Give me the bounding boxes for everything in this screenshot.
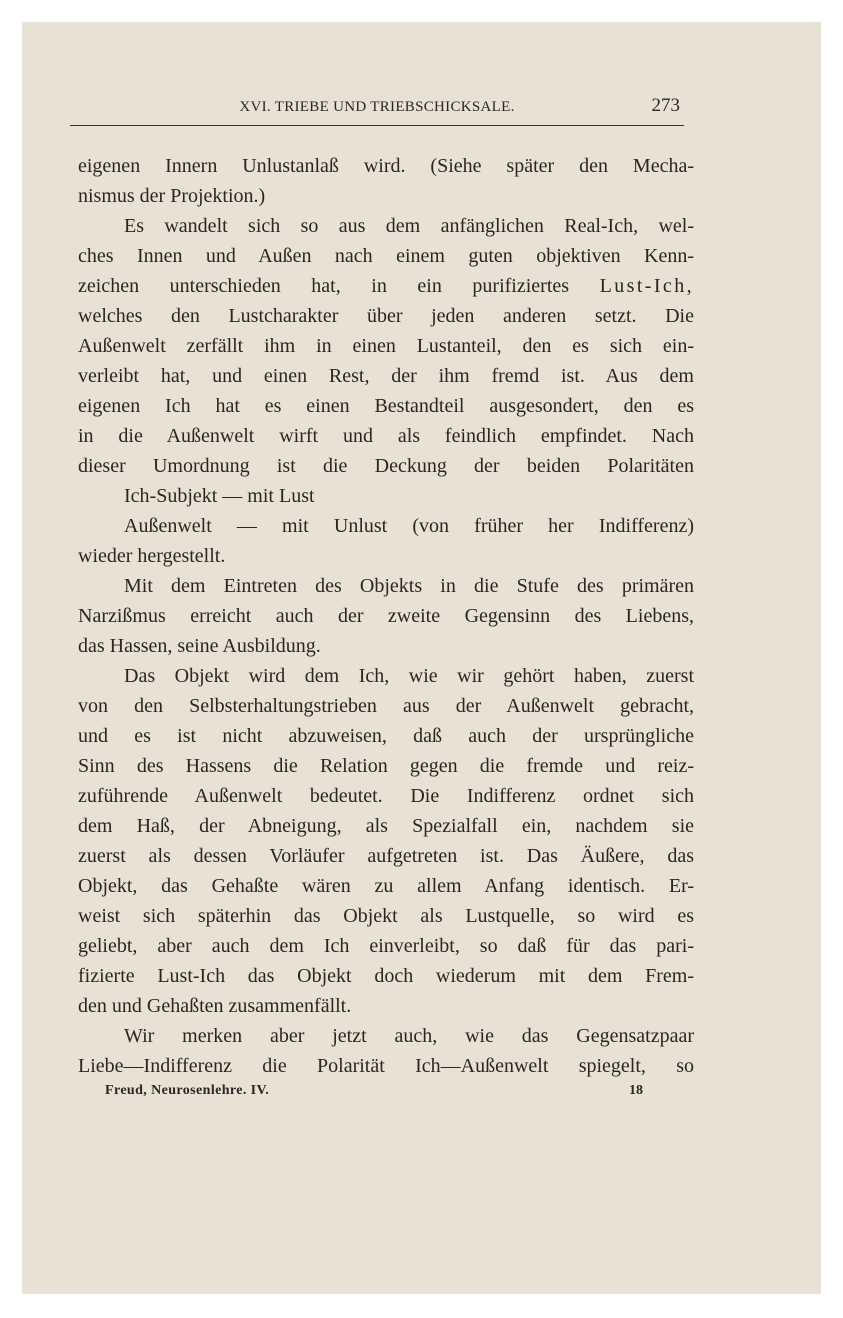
text-line: den und Gehaßten zusammenfällt. xyxy=(78,995,352,1017)
text-line: eigenen Innern Unlustanlaß wird. (Siehe später den Mecha- xyxy=(78,155,694,177)
text-line: in die Außenwelt wirft und als feindlich empfindet. Nach xyxy=(78,425,694,447)
text-line: Das Objekt wird dem Ich, wie wir gehört haben, zuerst xyxy=(124,665,694,687)
text-line: nismus der Projektion.) xyxy=(78,185,266,207)
text-line: Mit dem Eintreten des Objekts in die Stufe des primären xyxy=(124,575,694,597)
text-line: fizierte Lust-Ich das Objekt doch wiederum mit dem Frem- xyxy=(78,965,694,987)
footer-signature: Freud, Neurosenlehre. IV. xyxy=(105,1083,270,1098)
text-line: welches den Lustcharakter über jeden anderen setzt. Die xyxy=(78,305,694,327)
text-line: Außenwelt — mit Unlust (von früher her Indifferenz) xyxy=(124,515,694,537)
text-line: zuerst als dessen Vorläufer aufgetreten ist. Das Äußere, das xyxy=(78,845,694,867)
text-line: Wir merken aber jetzt auch, wie das Gegensatzpaar xyxy=(124,1025,694,1047)
text-line: Es wandelt sich so aus dem anfänglichen Real-Ich, wel- xyxy=(124,215,694,237)
header-rule xyxy=(70,125,684,126)
text-line: ches Innen und Außen nach einem guten objektiven Kenn- xyxy=(78,245,694,267)
text-line: eigenen Ich hat es einen Bestandteil ausgesondert, den es xyxy=(78,395,694,417)
page-number: 273 xyxy=(651,95,680,116)
text-line: weist sich späterhin das Objekt als Lustquelle, so wird es xyxy=(78,905,694,927)
text-line xyxy=(78,271,694,301)
emphasized-term: Lust-Ich, xyxy=(599,275,694,297)
text-line: das Hassen, seine Ausbildung. xyxy=(78,635,321,657)
text-line: dieser Umordnung ist die Deckung der beiden Polaritäten xyxy=(78,455,694,477)
text-line: Ich-Subjekt — mit Lust xyxy=(124,485,315,507)
text-line: dem Haß, der Abneigung, als Spezialfall ein, nachdem sie xyxy=(78,815,694,837)
text-line: zuführende Außenwelt bedeutet. Die Indifferenz ordnet sich xyxy=(78,785,694,807)
text-line: Narzißmus erreicht auch der zweite Gegensinn des Liebens, xyxy=(78,605,694,627)
signature-mark: 18 xyxy=(629,1083,643,1098)
text-line: wieder hergestellt. xyxy=(78,545,226,567)
text-line: Liebe—Indifferenz die Polarität Ich—Außenwelt spiegelt, so xyxy=(78,1055,694,1077)
text-line: verleibt hat, und einen Rest, der ihm fremd ist. Aus dem xyxy=(78,365,694,387)
running-header xyxy=(70,96,684,126)
text-line: Sinn des Hassens die Relation gegen die fremde und reiz- xyxy=(78,755,694,777)
text-line: Objekt, das Gehaßte wären zu allem Anfang identisch. Er- xyxy=(78,875,694,897)
text-line: geliebt, aber auch dem Ich einverleibt, so daß für das pari- xyxy=(78,935,694,957)
text-fragment: zeichen unterschieden hat, in ein purifiziertes xyxy=(78,275,570,297)
text-line: und es ist nicht abzuweisen, daß auch der ursprüngliche xyxy=(78,725,694,747)
text-line: von den Selbsterhaltungstrieben aus der Außenwelt gebracht, xyxy=(78,695,694,717)
body-text xyxy=(78,151,694,1081)
chapter-title: XVI. TRIEBE UND TRIEBSCHICKSALE. xyxy=(239,99,515,115)
text-line: Außenwelt zerfällt ihm in einen Lustanteil, den es sich ein- xyxy=(78,335,694,357)
